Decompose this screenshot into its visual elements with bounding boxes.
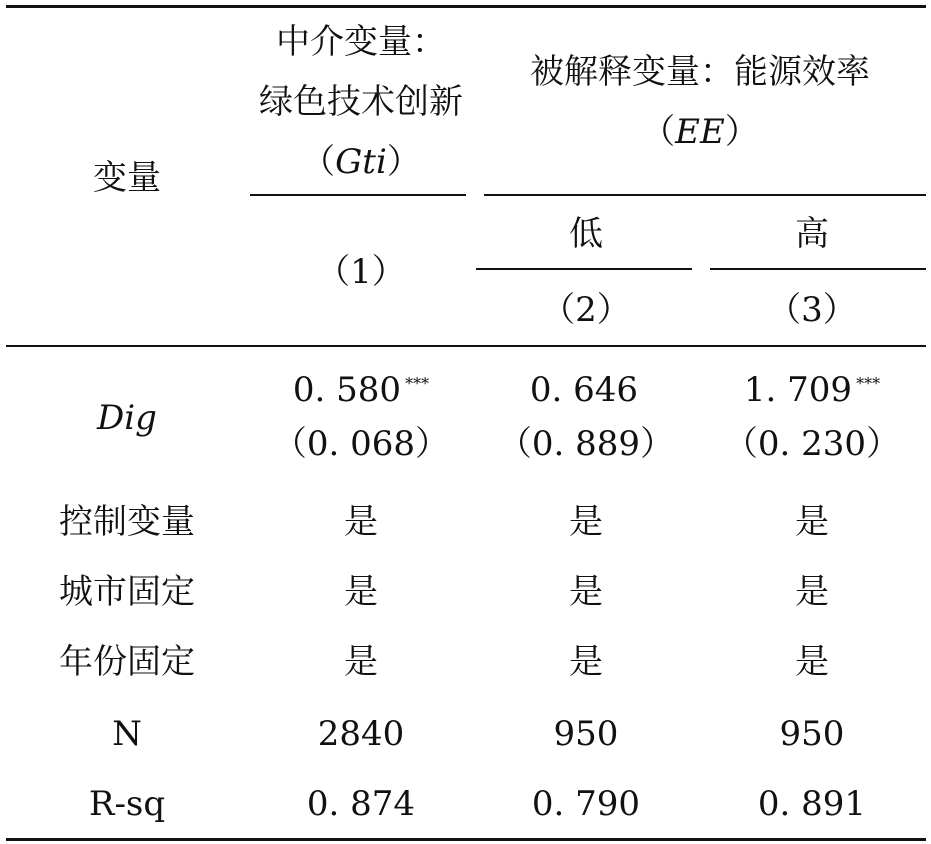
dig-se-col3: （0. 230） (723, 424, 901, 464)
rsq-row-label: R-sq (88, 784, 166, 824)
year-fe-col2: 是 (569, 642, 603, 682)
mediator-header-line2: 绿色技术创新 (259, 82, 463, 122)
high-group-header: 高 (795, 214, 829, 254)
rsq-col1: 0. 874 (306, 784, 416, 824)
mediator-header-line3: （Gti） (301, 142, 421, 182)
control-col2: 是 (569, 502, 603, 542)
n-row-label: N (112, 714, 142, 754)
control-col1: 是 (344, 502, 378, 542)
dig-coef-col1: 0. 580 *** (292, 370, 430, 410)
low-group-header: 低 (569, 214, 603, 254)
year-fe-col1: 是 (344, 642, 378, 682)
city-fe-col2: 是 (569, 572, 603, 612)
top-rule (6, 5, 926, 8)
low-underline (476, 268, 692, 270)
n-col1: 2840 (317, 714, 405, 754)
control-col3: 是 (795, 502, 829, 542)
header-rule (6, 345, 926, 347)
n-col3: 950 (779, 714, 845, 754)
mediator-header-line1: 中介变量： (276, 22, 446, 62)
bottom-rule (6, 838, 926, 841)
mediator-underline (250, 194, 466, 196)
city-fe-col1: 是 (344, 572, 378, 612)
dig-se-col1: （0. 068） (272, 424, 450, 464)
rsq-col3: 0. 891 (757, 784, 867, 824)
city-fe-col3: 是 (795, 572, 829, 612)
column-3-number: （3） (767, 290, 857, 330)
column-1-number: （1） (316, 252, 406, 292)
rsq-col2: 0. 790 (531, 784, 641, 824)
dependent-underline (484, 194, 926, 196)
year-fe-col3: 是 (795, 642, 829, 682)
year-fe-row-label: 年份固定 (59, 642, 195, 682)
city-fe-row-label: 城市固定 (59, 572, 195, 612)
dig-se-col2: （0. 889） (497, 424, 675, 464)
variable-header: 变量 (93, 158, 161, 198)
dig-coef-col2: 0. 646 (529, 370, 639, 410)
n-col2: 950 (553, 714, 619, 754)
control-row-label: 控制变量 (59, 502, 195, 542)
column-2-number: （2） (541, 290, 631, 330)
dependent-header-line2: （EE） (641, 112, 759, 152)
dependent-header-line1: 被解释变量：能源效率 (530, 52, 870, 92)
dig-coef-col3: 1. 709 *** (743, 370, 881, 410)
dig-row-label: Dig (97, 398, 157, 438)
high-underline (710, 268, 926, 270)
